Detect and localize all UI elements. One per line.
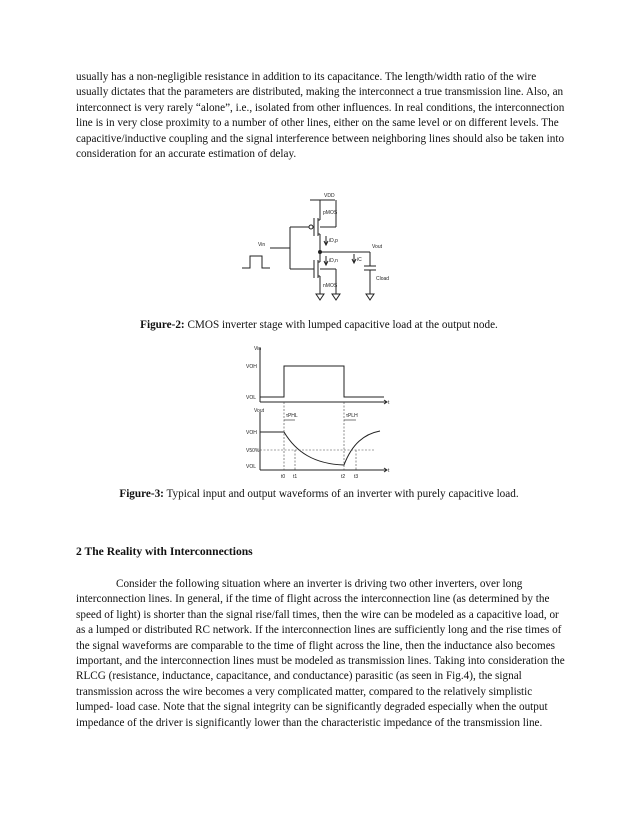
figure-3-caption (0, 488, 638, 500)
fig2-idn-label: iD,n (329, 258, 338, 264)
fig3-vout-label: Vout (254, 408, 265, 414)
fig3-t-top-label: t (388, 400, 390, 406)
fig2-ic-label: iC (357, 257, 362, 263)
figure-3-waveforms (244, 344, 394, 482)
fig2-pmos-label: pMOS (323, 210, 338, 216)
figure-2-label: Figure-2: (140, 319, 185, 331)
section-paragraph: Consider the following situation where an inverter is driving two other inverters, over long interconnection lines. In general, if the time of flight across the interconnection line (as determined by the speed of light) is shorter than the signal rise/fall times, then the wire can be modeled as a capacitive load, or as a lumped or distributed RC network. If the interconnection lines are sufficiently long and the rise times of the signal waveforms are comparable to the time of flight across the line, then the inductance also becomes important, and the interconnection lines must be modeled as transmission lines. Taking into consideration the RLCG (resistance, inductance, capacitance, and conductance) parasitic (as seen in Fig.4), the signal transmission across the wire becomes a very complicated matter, compared to the relatively simplistic lumped- load case. Note that the signal integrity can be significantly degraded especially when the output impedance of the driver is significantly lower than the characteristic impedance of the transmission line. (76, 578, 565, 729)
fig3-vol-label: VOL (246, 464, 257, 470)
fig3-voh-label: VOH (246, 430, 257, 436)
figure-2-schematic (240, 190, 390, 310)
fig3-t-bottom-label: t (388, 468, 390, 474)
fig3-t2-label: t2 (341, 474, 346, 480)
fig2-vdd-label: VDD (324, 193, 335, 199)
fig3-v50-label: V50% (246, 448, 260, 454)
figure-2-caption (0, 319, 638, 331)
fig3-t3-label: t3 (354, 474, 359, 480)
figure-3-label: Figure-3: (119, 488, 164, 500)
intro-paragraph: usually has a non-negligible resistance in addition to its capacitance. The length/width ratio of the wire usually dictates that the parameters are distributed, making the interconnect a true transmission line. Also, an interconnect is very rarely “alone”, i.e., isolated from other influences. In real conditions, the interconnection line is in very close proximity to a number of other lines, either on the same level or on different levels. The capacitive/inductive coupling and the signal interference between neighboring lines should also be taken into consideration for an accurate estimation of delay. (76, 71, 565, 161)
fig3-tphl-label: τPHL (286, 413, 298, 419)
fig3-vin-label: Vin (254, 346, 262, 352)
fig2-vin-label: Vin (258, 242, 266, 248)
fig3-t1-label: t1 (293, 474, 298, 480)
figure-2-caption-text: CMOS inverter stage with lumped capacitive load at the output node. (184, 319, 498, 331)
figure-3-caption-text: Typical input and output waveforms of an inverter with purely capacitive load. (163, 488, 519, 500)
fig2-idp-label: iD,p (329, 238, 338, 244)
fig3-vol-in-label: VOL (246, 395, 257, 401)
fig3-voh-in-label: VOH (246, 364, 257, 370)
fig2-vout-label: Vout (372, 244, 383, 250)
fig2-nmos-label: nMOS (323, 283, 338, 289)
fig3-tplh-label: τPLH (346, 413, 358, 419)
section-heading: 2 The Reality with Interconnections (76, 545, 253, 558)
fig2-cload-label: Cload (376, 276, 390, 282)
fig3-t0-label: t0 (281, 474, 286, 480)
